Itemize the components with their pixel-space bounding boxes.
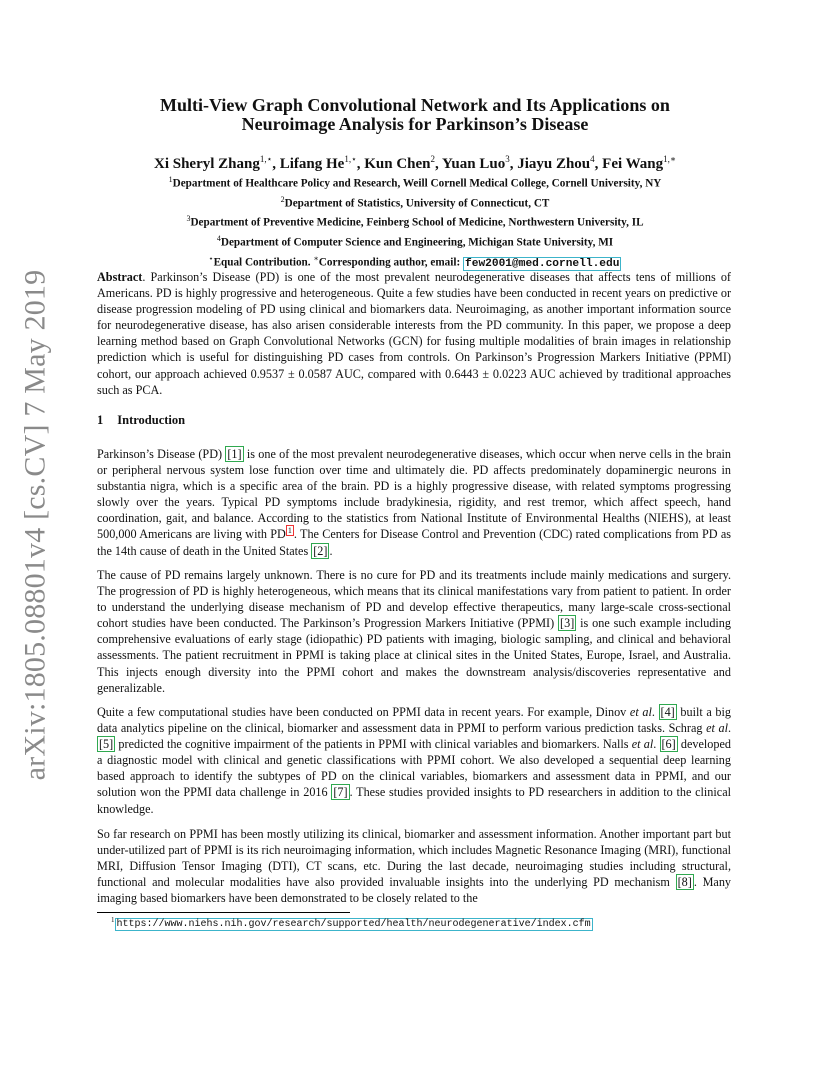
- author-affiliation-mark: 3: [505, 154, 510, 164]
- paragraph-text: developed a diagnostic model with clinical and genetic classifications with PPMI cohort. We also developed a sequential deep learning based approach to identify the subtypes of PD on the clinical variables, biomarkers and assessment data in PPMI, and our solution won the PPMI data challenge in 2016: [97, 737, 732, 800]
- author: Jiayu Zhou: [517, 156, 591, 172]
- corresponding-author-text: Corresponding author, email:: [318, 256, 464, 269]
- paper-title-line-2: Neuroimage Analysis for Parkinson’s Disease: [241, 114, 589, 134]
- citation-link[interactable]: [8]: [677, 875, 692, 890]
- citation-link[interactable]: [4]: [660, 705, 675, 719]
- abstract: [97, 269, 731, 398]
- paragraph-text: .: [329, 543, 333, 558]
- affiliation-mark: 3: [186, 214, 191, 224]
- equal-contribution-text: Equal Contribution.: [213, 256, 314, 269]
- paragraph-text: . These studies provided insights to PD researchers in addition to the clinical knowledge.: [97, 785, 731, 816]
- abstract-label: Abstract: [97, 270, 143, 284]
- paragraph-text: predicted the cognitive impairment of the patients in PPMI with clinical variables and biomarkers. Nalls: [115, 737, 632, 752]
- author-list: Xi Sheryl Zhang$^{1,⋆}$, Lifang $He^{1,⋆}$, Kun Chen$^2$, Yuan Luo$^3$, Jiayu Zhou$^4$, Fei Wang$^{1,∗}$: [153, 154, 677, 172]
- affiliation: [100, 192, 730, 212]
- author-affiliation-mark: 2: [430, 154, 435, 164]
- footnote-divider: [97, 912, 350, 913]
- paragraph-text: .: [727, 721, 732, 736]
- paragraph-text: Quite a few computational studies have been conducted on PPMI data in recent years. For example, Dinov: [97, 705, 630, 719]
- affiliation-text: Department of Computer Science and Engineering, Michigan State University, MI: [220, 236, 614, 249]
- footnote-mark: 1: [111, 916, 115, 924]
- paragraph-text: is one of the most prevalent neurodegenerative diseases, which occur when nerve cells in the brain or peripheral nervous system lose function over time and ultimately die. PD affects predominately dopaminergic neurons in substantia nigra, which is a specific area of the brain. PD is a highly progressive disease, with related symptoms progressing slowly over the years. Typical PD symptoms include bradykinesia, rigidity, and rest tremor, which affect speech, hand coordination, gait, and balance. According to the statistics from National Institute of Environmental Healths (NIEHS), at least 500,000 Americans are living with PD: [97, 447, 731, 542]
- citation-link[interactable]: [3]: [560, 616, 575, 631]
- paragraph-text: .: [651, 705, 659, 719]
- paragraph-text: .: [653, 737, 660, 752]
- paper-title-line-1: Multi-View Graph Convolutional Network and Its Applications on: [160, 95, 670, 115]
- paragraph-text: . The Centers for Disease Control and Prevention (CDC) rated complications from PD as the 14th cause of death in the United States: [97, 527, 731, 558]
- et-al: et al: [629, 705, 652, 719]
- affiliation-mark: 4: [216, 234, 221, 244]
- footnote: [111, 916, 593, 930]
- paragraph-text: Parkinson’s Disease (PD): [97, 447, 226, 461]
- paragraph-text: . Many imaging based biomarkers have been demonstrated to be closely related to the: [97, 875, 732, 906]
- arxiv-identifier-text: arXiv:1805.08801v4 [cs.CV] 7 May 2019: [18, 269, 51, 781]
- affiliation-list: [100, 172, 730, 272]
- affiliation-text: Department of Preventive Medicine, Feinberg School of Medicine, Northwestern University, IL: [190, 217, 644, 230]
- paragraph-text: The cause of PD remains largely unknown. There is no cure for PD and its treatments include mainly medications and surgery. The progression of PD is highly heterogeneous, which means that its clinical manifestations vary from patient to patient. In order to understand the underlying disease mechanism of PD and develop effective therapeutics, many large-scale cross-sectional cohort studies have been conducted. The Parkinson’s Progression Markers Initiative (PPMI): [97, 568, 731, 631]
- affiliation-mark: 2: [280, 194, 285, 204]
- author-affiliation-mark: 4: [590, 154, 595, 164]
- footnote-url-link[interactable]: https://www.niehs.nih.gov/research/supported/health/neurodegenerative/index.cfm: [116, 919, 591, 931]
- citation-link[interactable]: [7]: [333, 785, 348, 800]
- author-affiliation-mark: 1,∗: [663, 154, 677, 164]
- corresponding-author-mark: ∗: [313, 253, 319, 263]
- author: Fei Wang: [602, 156, 664, 172]
- et-al: et al: [631, 737, 654, 752]
- equal-contribution-mark: ⋆: [208, 253, 214, 263]
- arxiv-identifier: [16, 269, 54, 781]
- section-title: Introduction: [117, 413, 186, 427]
- footnote-link[interactable]: 1: [287, 526, 292, 536]
- paragraph: [97, 446, 731, 559]
- citation-link[interactable]: [1]: [227, 447, 242, 461]
- corresponding-email-link[interactable]: few2001@med.cornell.edu: [465, 257, 620, 270]
- author: Yuan Luo: [441, 156, 506, 172]
- affiliation: [100, 231, 730, 251]
- author-affiliation-mark: 1,⋆: [259, 154, 273, 164]
- paper-title: [100, 96, 730, 134]
- paragraph: [97, 567, 731, 696]
- author-affiliation-mark: 1,⋆: [344, 154, 357, 164]
- citation-link[interactable]: [5]: [99, 737, 114, 752]
- affiliation: [100, 211, 730, 231]
- author: Xi Sheryl Zhang: [153, 156, 260, 172]
- author: Kun Chen: [364, 156, 431, 172]
- citation-link[interactable]: [6]: [661, 737, 676, 752]
- paragraph: [97, 704, 731, 817]
- section-heading-introduction: [97, 413, 185, 428]
- author: Lifang He: [279, 156, 345, 172]
- section-number: 1: [97, 413, 104, 427]
- abstract-text: . Parkinson’s Disease (PD) is one of the most prevalent neurodegenerative diseases that affects tens of millions of Americans. PD is highly progressive and heterogeneous. Quite a few studies have been conducted in recent years on predictive or disease progression modeling of PD using clinical and biomarkers data. Neuroimaging, as another important information source for neurodegenerative disease, has also arisen considerable interests from the PD community. In this paper, we propose a deep learning method based on Graph Convolutional Networks (GCN) for fusing multiple modalities of brain images in relationship prediction which is useful for distinguishing PD cases from controls. On Parkinson’s Progression Markers Initiative (PPMI) cohort, our approach achieved 0.9537 ± 0.0587 AUC, compared with 0.6443 ± 0.0223 AUC achieved by traditional approaches such as PCA.: [97, 270, 731, 397]
- affiliation-text: Department of Healthcare Policy and Research, Weill Cornell Medical College, Cornell University, NY: [172, 177, 662, 190]
- affiliation-text: Department of Statistics, University of Connecticut, CT: [284, 197, 550, 210]
- paragraph: [97, 826, 731, 906]
- et-al: et al: [706, 721, 728, 736]
- affiliation-mark: 1: [168, 175, 173, 184]
- paragraph-text: So far research on PPMI has been mostly utilizing its clinical, biomarker and assessment information. Another important part but under-utilized part of PPMI is its rich neuroimaging information, which includes Magnetic Resonance Imaging (MRI), functional MRI, Diffusion Tensor Imaging (DTI), CT scans, etc. During the last decade, neuroimaging studies including structural, functional and molecular modalities have also provided invaluable insights into the underlying PD mechanism: [97, 827, 731, 890]
- citation-link[interactable]: [2]: [313, 543, 328, 558]
- affiliation: [100, 172, 730, 192]
- paragraph-text: built a big data analytics pipeline on the clinical, biomarker and assessment data in PPMI to perform various prediction tasks. Schrag: [97, 705, 731, 736]
- paragraph-text: is one such example including comprehensive evaluations of early stage (idiopathic) PD patients with imaging, biologic sampling, and clinical and behavioral assessments. The patient recruitment in PPMI is taking place at clinical sites in the United States, Europe, Israel, and Australia. This injects enough diversity into the PPMI cohort and makes the downstream analysis/discoveries representative and generalizable.: [97, 616, 731, 695]
